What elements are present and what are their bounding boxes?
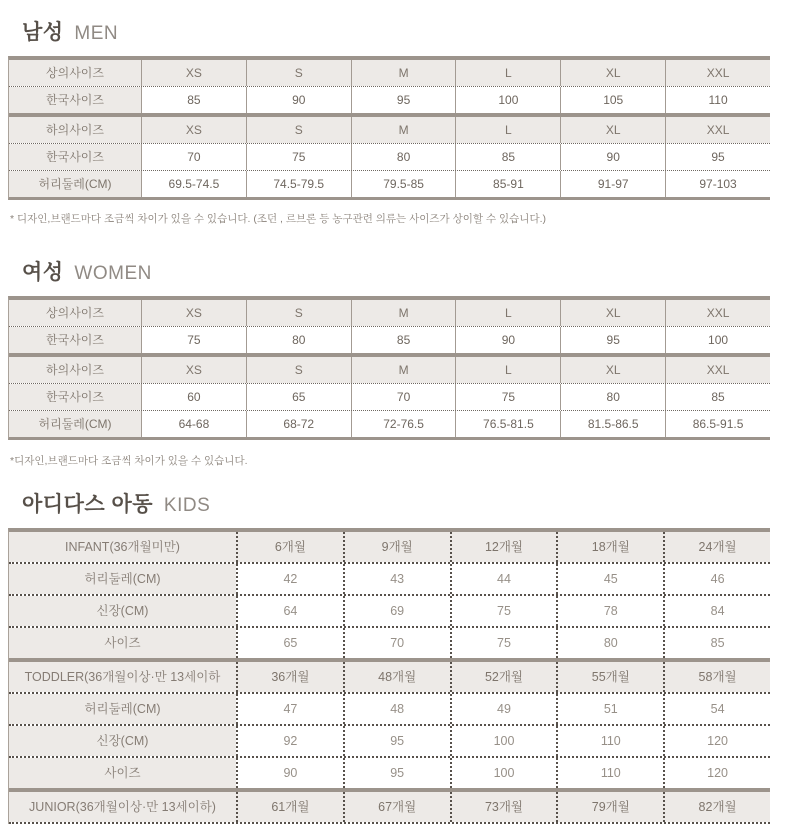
size-value-cell: L <box>455 60 560 86</box>
size-value-cell: 45 <box>556 564 663 594</box>
size-value-cell: 72-76.5 <box>351 411 456 437</box>
size-value-cell: 95 <box>343 758 450 788</box>
size-value-cell: 80 <box>351 144 456 170</box>
size-value-cell: 42 <box>236 564 343 594</box>
size-value-cell: 110 <box>556 758 663 788</box>
table-row <box>9 410 770 437</box>
size-value-cell: 24개월 <box>663 532 770 562</box>
size-value-cell: 100 <box>455 87 560 113</box>
size-value-cell: 51 <box>556 694 663 724</box>
size-value-cell: M <box>351 117 456 143</box>
row-label-cell: 하의사이즈 <box>9 117 141 143</box>
table-row <box>9 756 770 788</box>
size-value-cell: 90 <box>246 87 351 113</box>
size-value-cell: 79.5-85 <box>351 171 456 197</box>
table-row <box>9 788 770 824</box>
table-row <box>9 692 770 724</box>
table-row <box>9 300 770 326</box>
size-value-cell: L <box>455 117 560 143</box>
size-value-cell: 95 <box>560 327 665 353</box>
size-value-cell: 55개월 <box>556 662 663 692</box>
size-value-cell: 70 <box>343 628 450 658</box>
men-footnote: * 디자인,브랜드마다 조금씩 차이가 있을 수 있습니다. (조던 , 르브론 등 농구관련 의류는 사이즈가 상이할 수 있습니다.) <box>10 213 547 225</box>
size-value-cell: 90 <box>236 758 343 788</box>
size-value-cell: 120 <box>663 758 770 788</box>
size-value-cell: 65 <box>236 628 343 658</box>
table-row <box>9 532 770 562</box>
row-label-cell: 허리둘레(CM) <box>9 694 236 724</box>
size-value-cell: 100 <box>450 758 557 788</box>
row-label-cell: TODDLER(36개월이상·만 13세이하 <box>9 662 236 692</box>
size-value-cell: 97-103 <box>665 171 770 197</box>
size-value-cell: XS <box>141 117 246 143</box>
women-size-table <box>8 296 770 440</box>
size-value-cell: 85 <box>665 384 770 410</box>
size-value-cell: XXL <box>665 60 770 86</box>
men-size-table <box>8 56 770 200</box>
row-label-cell: 상의사이즈 <box>9 300 141 326</box>
size-value-cell: M <box>351 60 456 86</box>
row-label-cell: 신장(CM) <box>9 596 236 626</box>
size-value-cell: 70 <box>141 144 246 170</box>
table-row <box>9 86 770 113</box>
size-value-cell: XXL <box>665 117 770 143</box>
size-value-cell: 54 <box>663 694 770 724</box>
size-value-cell: 64-68 <box>141 411 246 437</box>
size-value-cell: M <box>351 300 456 326</box>
size-value-cell: S <box>246 60 351 86</box>
size-value-cell: 36개월 <box>236 662 343 692</box>
table-row <box>9 113 770 143</box>
size-value-cell: 86.5-91.5 <box>665 411 770 437</box>
table-row <box>9 170 770 197</box>
size-value-cell: S <box>246 117 351 143</box>
size-value-cell: 18개월 <box>556 532 663 562</box>
size-value-cell: 79개월 <box>556 792 663 822</box>
women-title-korean: 여성 <box>22 261 64 284</box>
size-value-cell: 64 <box>236 596 343 626</box>
size-value-cell: L <box>455 300 560 326</box>
size-value-cell: 81.5-86.5 <box>560 411 665 437</box>
size-value-cell: 80 <box>246 327 351 353</box>
women-footnote: *디자인,브랜드마다 조금씩 차이가 있을 수 있습니다. <box>10 455 248 467</box>
size-value-cell: 80 <box>556 628 663 658</box>
size-value-cell: 90 <box>455 327 560 353</box>
table-row <box>9 594 770 626</box>
size-value-cell: 70 <box>351 384 456 410</box>
size-value-cell: 58개월 <box>663 662 770 692</box>
size-value-cell: 84 <box>663 596 770 626</box>
row-label-cell: 한국사이즈 <box>9 144 141 170</box>
size-value-cell: XL <box>560 60 665 86</box>
size-value-cell: 69.5-74.5 <box>141 171 246 197</box>
size-value-cell: L <box>455 357 560 383</box>
table-row <box>9 353 770 383</box>
row-label-cell: 한국사이즈 <box>9 384 141 410</box>
row-label-cell: 사이즈 <box>9 758 236 788</box>
size-value-cell: 78 <box>556 596 663 626</box>
women-section-title <box>22 256 800 286</box>
table-row <box>9 326 770 353</box>
row-label-cell: 한국사이즈 <box>9 327 141 353</box>
size-value-cell: 46 <box>663 564 770 594</box>
size-value-cell: 61개월 <box>236 792 343 822</box>
size-value-cell: 120 <box>663 726 770 756</box>
men-title-english: MEN <box>74 23 119 44</box>
table-row <box>9 143 770 170</box>
size-value-cell: XXL <box>665 300 770 326</box>
kids-section-title <box>22 488 800 518</box>
row-label-cell: 신장(CM) <box>9 726 236 756</box>
size-value-cell: XS <box>141 300 246 326</box>
size-value-cell: XXL <box>665 357 770 383</box>
size-value-cell: 75 <box>450 596 557 626</box>
size-value-cell: 91-97 <box>560 171 665 197</box>
row-label-cell: 허리둘레(CM) <box>9 411 141 437</box>
size-value-cell: 85 <box>351 327 456 353</box>
size-value-cell: 110 <box>665 87 770 113</box>
size-value-cell: 75 <box>246 144 351 170</box>
size-value-cell: 90 <box>560 144 665 170</box>
size-value-cell: 65 <box>246 384 351 410</box>
table-row <box>9 60 770 86</box>
size-value-cell: 43 <box>343 564 450 594</box>
size-value-cell: 68-72 <box>246 411 351 437</box>
size-value-cell: 76.5-81.5 <box>455 411 560 437</box>
row-label-cell: INFANT(36개월미만) <box>9 532 236 562</box>
size-value-cell: 75 <box>450 628 557 658</box>
size-value-cell: 44 <box>450 564 557 594</box>
row-label-cell: 하의사이즈 <box>9 357 141 383</box>
row-label-cell: 상의사이즈 <box>9 60 141 86</box>
row-label-cell: 사이즈 <box>9 628 236 658</box>
size-value-cell: XS <box>141 60 246 86</box>
table-row <box>9 562 770 594</box>
size-value-cell: 100 <box>450 726 557 756</box>
table-row <box>9 626 770 658</box>
size-value-cell: 74.5-79.5 <box>246 171 351 197</box>
row-label-cell: 허리둘레(CM) <box>9 171 141 197</box>
size-value-cell: 67개월 <box>343 792 450 822</box>
row-label-cell: JUNIOR(36개월이상·만 13세이하) <box>9 792 236 822</box>
size-value-cell: 60 <box>141 384 246 410</box>
size-value-cell: 82개월 <box>663 792 770 822</box>
size-value-cell: M <box>351 357 456 383</box>
table-row <box>9 724 770 756</box>
women-title-english: WOMEN <box>74 263 152 284</box>
size-value-cell: 6개월 <box>236 532 343 562</box>
size-value-cell: 52개월 <box>450 662 557 692</box>
kids-size-table <box>8 528 770 824</box>
size-value-cell: 47 <box>236 694 343 724</box>
size-value-cell: 100 <box>665 327 770 353</box>
table-row <box>9 658 770 692</box>
size-value-cell: 48개월 <box>343 662 450 692</box>
size-value-cell: S <box>246 357 351 383</box>
size-value-cell: XL <box>560 300 665 326</box>
size-value-cell: 95 <box>665 144 770 170</box>
kids-title-korean: 아디다스 아동 <box>22 493 154 516</box>
size-value-cell: 85 <box>141 87 246 113</box>
size-value-cell: 12개월 <box>450 532 557 562</box>
size-value-cell: 49 <box>450 694 557 724</box>
size-value-cell: XS <box>141 357 246 383</box>
size-value-cell: 69 <box>343 596 450 626</box>
size-value-cell: 105 <box>560 87 665 113</box>
size-value-cell: 85-91 <box>455 171 560 197</box>
men-title-korean: 남성 <box>22 21 64 44</box>
size-value-cell: 95 <box>343 726 450 756</box>
men-section-title <box>22 16 800 46</box>
size-value-cell: 73개월 <box>450 792 557 822</box>
size-value-cell: 9개월 <box>343 532 450 562</box>
size-value-cell: S <box>246 300 351 326</box>
row-label-cell: 허리둘레(CM) <box>9 564 236 594</box>
size-value-cell: XL <box>560 357 665 383</box>
size-value-cell: 75 <box>141 327 246 353</box>
size-value-cell: 75 <box>455 384 560 410</box>
kids-title-english: KIDS <box>163 495 211 516</box>
size-value-cell: XL <box>560 117 665 143</box>
row-label-cell: 한국사이즈 <box>9 87 141 113</box>
size-value-cell: 85 <box>455 144 560 170</box>
size-value-cell: 95 <box>351 87 456 113</box>
size-value-cell: 110 <box>556 726 663 756</box>
table-row <box>9 383 770 410</box>
size-value-cell: 85 <box>663 628 770 658</box>
size-value-cell: 80 <box>560 384 665 410</box>
size-value-cell: 92 <box>236 726 343 756</box>
size-value-cell: 48 <box>343 694 450 724</box>
